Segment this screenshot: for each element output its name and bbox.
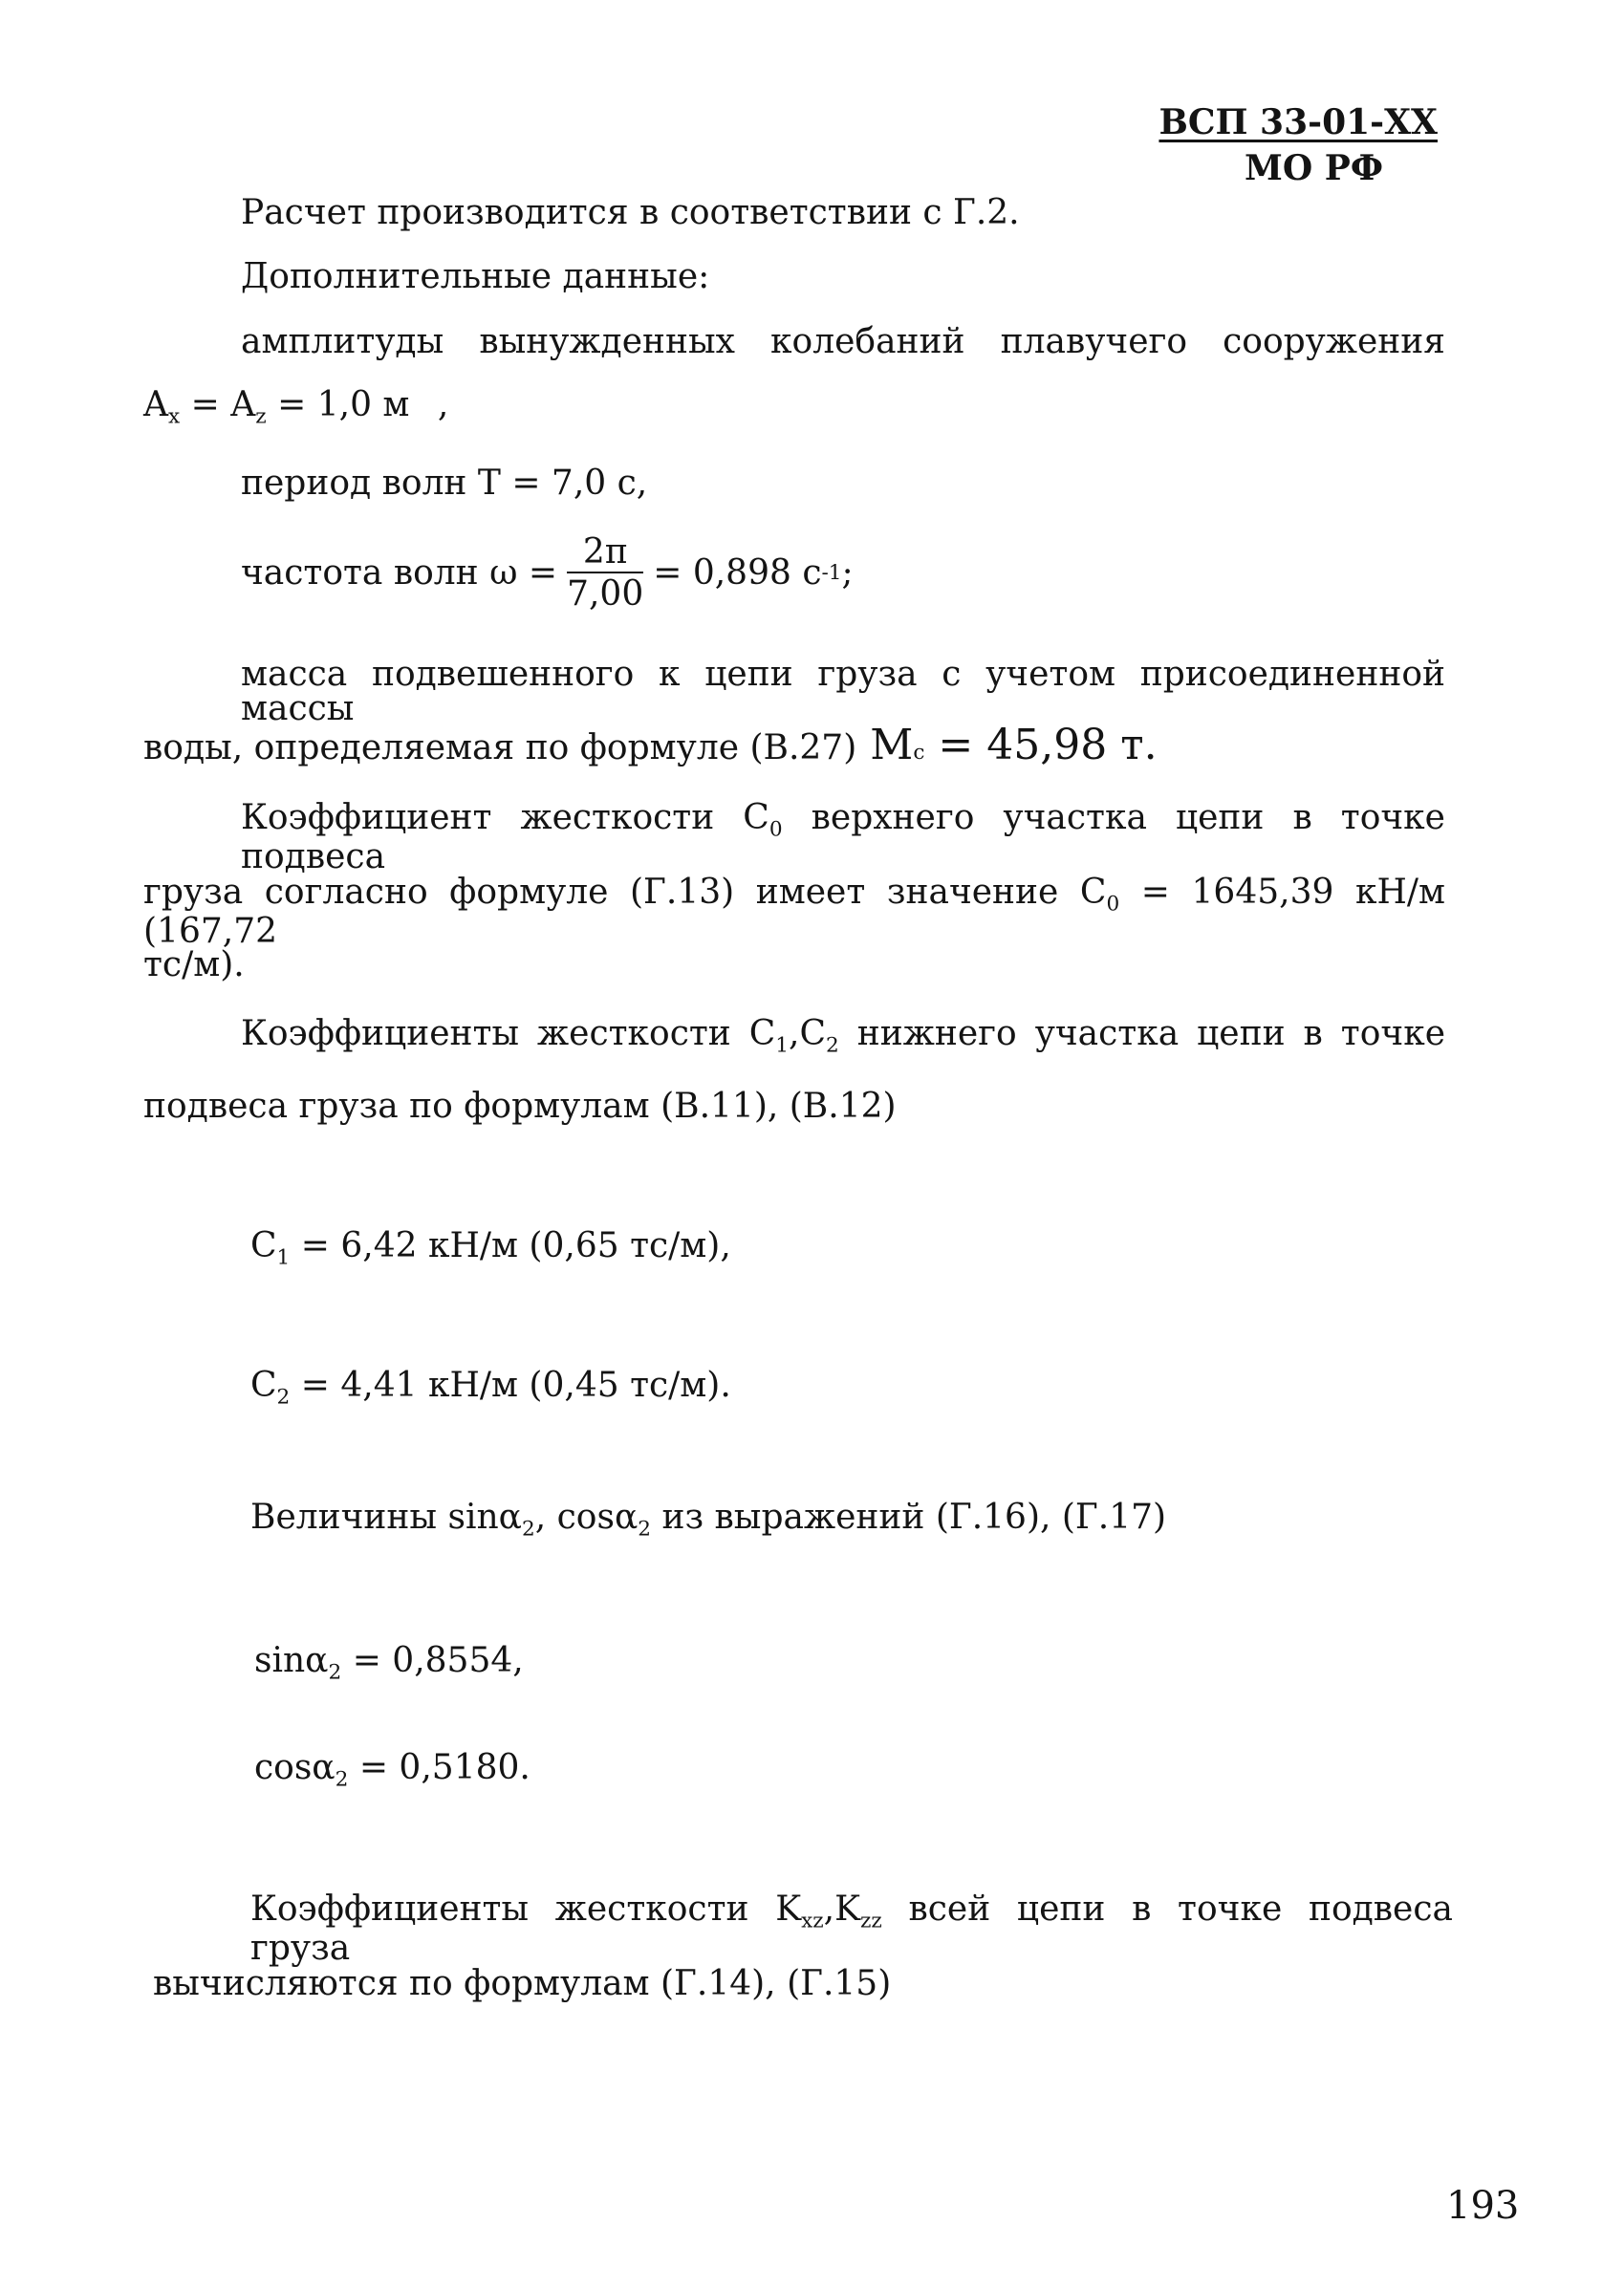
wave-period: период волн Т = 7,0 с, bbox=[241, 464, 648, 503]
calc-intro: Расчет производится в соответствии с Г.2. bbox=[241, 193, 1020, 232]
amplitude-symbol-x: A bbox=[143, 385, 168, 424]
sincos-intro: Величины sinα$_2$, cosα$_2$ из выражений (Г.16), (Г.17) bbox=[250, 1498, 1167, 1542]
amplitude-symbol-z: A bbox=[230, 385, 256, 424]
c2-value: $C_2 = 4,41$ кН/м (0,45 тс/м). bbox=[250, 1366, 731, 1410]
kxz-line-2: вычисляются по формулам (Г.14), (Г.15) bbox=[153, 1964, 892, 2003]
extra-data-heading: Дополнительные данные: bbox=[241, 257, 710, 296]
c0-line-2: груза согласно формуле (Г.13) имеет значение $C_0 = 1645,39$ кН/м (167,72 bbox=[143, 873, 1445, 952]
document-code: ВСП 33-01-ХХ bbox=[1158, 102, 1438, 142]
kxz-line-1: Коэффициенты жесткости $K_{xz},K_{zz}$ всей цепи в точке подвеса груза bbox=[250, 1890, 1453, 1969]
c12-line-1: Коэффициенты жесткости $C_1,C_2$ нижнего участка цепи в точке bbox=[241, 1014, 1445, 1058]
amplitudes-text: амплитуды вынужденных колебаний плавучего сооружения bbox=[241, 322, 1445, 361]
page-number: 193 bbox=[1446, 2184, 1520, 2228]
c12-line-2: подвеса груза по формулам (В.11), (В.12) bbox=[143, 1087, 897, 1126]
amplitudes-formula: $A_x = A_z = 1,0$ м , bbox=[143, 385, 449, 429]
sin-value: sinα$_2$ = 0,8554, bbox=[254, 1641, 524, 1685]
document-org: МО РФ bbox=[1245, 148, 1383, 188]
mass-value: = 45,98 т. bbox=[938, 721, 1158, 769]
wave-frequency: частота волн ω = $\frac{2\pi}{7,00}$ = 0,898 с -1 ; bbox=[241, 532, 854, 614]
c1-value: $C_1 = 6,42$ кН/м (0,65 тс/м), bbox=[250, 1226, 731, 1270]
c0-line-3: тс/м). bbox=[143, 945, 245, 984]
mass-line-1: масса подвешенного к цепи груза с учетом присоединенной массы bbox=[241, 655, 1445, 728]
mass-line-2: воды, определяемая по формуле (В.27) M $_c$ = 45,98 т. bbox=[143, 721, 1158, 769]
mass-symbol: M bbox=[870, 721, 914, 769]
c0-line-1: Коэффициент жесткости $C_0$ верхнего участка цепи в точке подвеса bbox=[241, 798, 1445, 877]
cos-value: cosα$_2$ = 0,5180. bbox=[254, 1748, 531, 1792]
frequency-fraction: $\frac{2\pi}{7,00}$ bbox=[567, 532, 644, 614]
